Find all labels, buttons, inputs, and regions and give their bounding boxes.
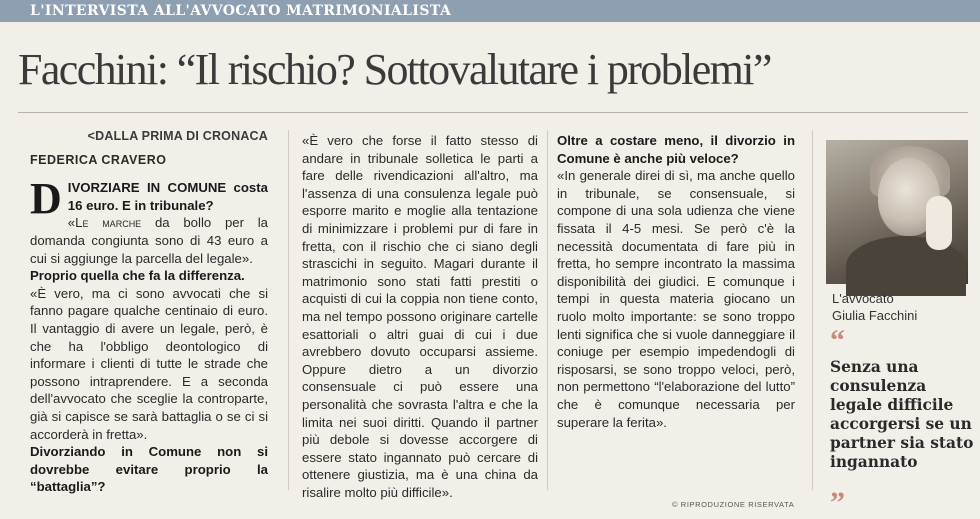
question-1-text: IVORZIARE IN COMUNE costa 16 euro. E in tribunale? (67, 180, 268, 213)
headline: Facchini: “Il rischio? Sottovalutare i problemi” (18, 45, 771, 94)
caption-line-1: L'avvocato (832, 291, 894, 306)
answer-1-text: da bollo per la domanda congiunta sono di 43 euro a cui si aggiunge la parcella del legale». (30, 215, 269, 266)
photo-hand-phone-shape (926, 196, 952, 250)
quote-close-icon: ” (830, 486, 845, 519)
section-kicker: L'INTERVISTA ALL'AVVOCATO MATRIMONIALISTA (0, 0, 980, 22)
answer-1 (30, 214, 268, 267)
answer-3: «È vero che forse il fatto stesso di andare in tribunale solletica le parti a fare delle rivendicazioni all'altro, ma l'assenza di una consulenza legale può esporre marito e moglie alla tentazione di minimizzare i problemi pur di fare in fretta, con il rischio che ci siano degli strascichi in seguito. Magari durante il matrimonio sono stati fatti prestiti o acquisti di cui la coppia non tiene conto, ma nel tempo possono originare cartelle esattoriali o altri guai di cui i due avrebbero dovuto occuparsi assieme. Oppure dietro a un divorzio consensuale ci può essere una personalità che sovrasta l'altra e che la limita nei suoi diritti. Quando il partner più debole si dovesse accorgere di essere stato ingannato può cercare di ottenere giustizia, ma è una china da risalire molto più difficile». (302, 133, 538, 500)
quote-open-icon: “ (830, 324, 845, 357)
byline: FEDERICA CRAVERO (30, 152, 167, 167)
article-column-3 (557, 132, 795, 431)
portrait-photo (826, 140, 968, 284)
answer-2: «È vero, ma ci sono avvocati che si fanno pagare qualche centinaio di euro. Il vantaggio di avere un legale, però, è che ha l'obbligo deontologico di informare i clienti di tutte le strade che possono intraprendere. E a seconda dell'avvocato che sceglie la controparte, già si capisce se sarà battaglia o se ci si accorderà in fretta». (30, 285, 268, 442)
caption-line-2: Giulia Facchini (832, 308, 918, 323)
answer-4: «In generale direi di sì, ma anche quello in tribunale, se consensuale, si compone di una sola udienza che viene fissata il 4-5 mesi. Se però c'è la necessità documentata di fare più in fretta, ho sempre incontrato la massima disponibilità dei giudici. E comunque i tempi in questa materia giocano un ruolo molto importante: se sono troppo lenti significa che si vuole danneggiare il coniuge per esempio impedendogli di risposarsi, se sono troppo veloci, però, non permettono “l'elaborazione del lutto” che è comunque necessaria per superare la ferita». (557, 168, 795, 430)
column-separator (547, 130, 548, 490)
headline-rule (18, 112, 968, 113)
cross-reference[interactable]: <DALLA PRIMA DI CRONACA (87, 129, 268, 143)
question-2: Proprio quella che fa la differenza. (30, 268, 245, 284)
drop-cap: D (30, 174, 62, 224)
copyright-notice: © RIPRODUZIONE RISERVATA (672, 500, 795, 509)
question-4: Oltre a costare meno, il divorzio in Comune è anche più veloce? (557, 133, 795, 166)
article-column-1 (30, 128, 269, 495)
column-separator (288, 130, 289, 490)
photo-caption (832, 290, 972, 324)
column-separator (812, 130, 813, 490)
article-column-2 (302, 132, 538, 500)
answer-1-lead: «Le marche (67, 215, 142, 231)
question-3: Divorziando in Comune non si dovrebbe evitare proprio la “battaglia”? (30, 444, 268, 495)
pull-quote: Senza una consulenza legale difficile accorgersi se un partner sia stato ingannato (830, 358, 974, 471)
